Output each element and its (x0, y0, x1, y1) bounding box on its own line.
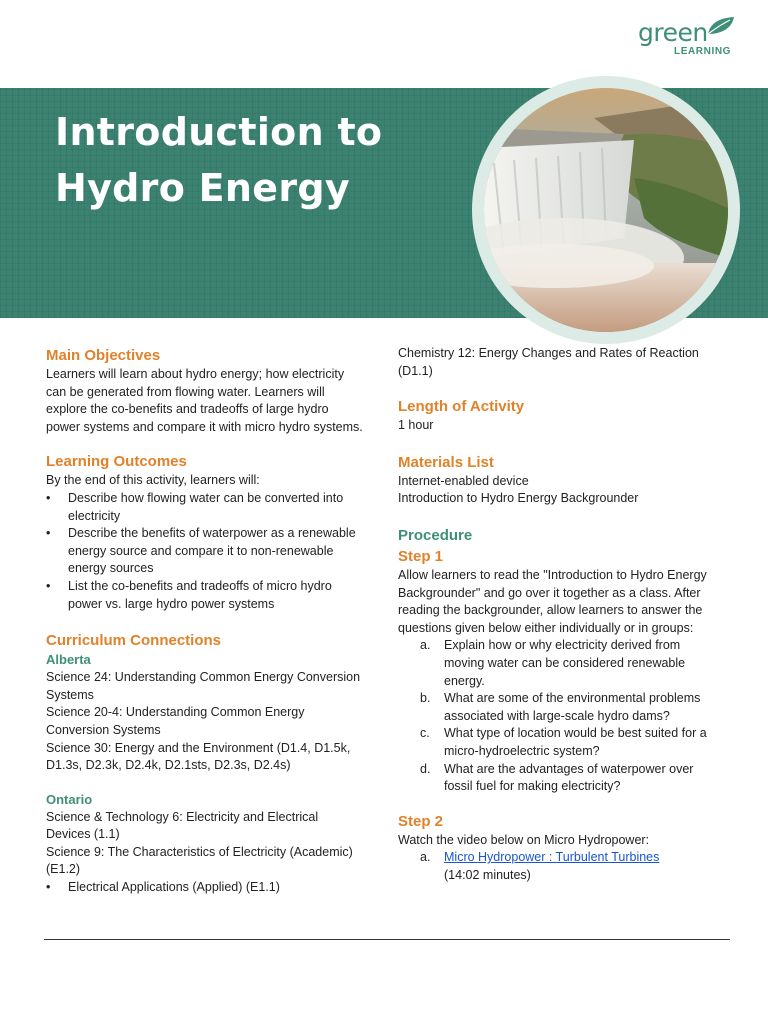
list-item: d. What are the advantages of waterpower over fossil fuel for making electricity? (420, 761, 694, 794)
step1-text: Allow learners to read the "Introduction to Hydro Energy Backgrounder" and go over it together as a class. After reading the backgrounder, allow learners to answer the questions given below either individually or in groups: (398, 567, 707, 635)
list-item: c. What type of location would be best suited for a micro-hydroelectric system? (420, 726, 707, 758)
curriculum-line: Science 30: Energy and the Environment (D1.4, D1.5k, D1.3s, D2.3k, D2.4k, D2.1sts, D2.3s, D2.4s) (46, 740, 351, 773)
right-column (398, 340, 718, 884)
list-item: • Electrical Applications (Applied) (E1.1) (46, 879, 366, 897)
list-item: a. Explain how or why electricity derived from moving water can be considered renewable energy. (420, 638, 686, 688)
length-heading: Length of Activity (398, 398, 525, 416)
materials-heading: Materials List (398, 453, 494, 471)
step2-heading: Step 2 (398, 812, 444, 830)
step2-list (398, 849, 718, 884)
ontario-list (46, 879, 366, 897)
main-objectives-heading: Main Objectives (46, 347, 161, 364)
learning-outcomes-list (46, 490, 366, 613)
list-item: • Describe the benefits of waterpower as a renewable energy source and compare it to non-renewable energy sources (46, 525, 366, 578)
list-item: a. Micro Hydropower : Turbulent Turbines (14:02 minutes) (420, 850, 660, 882)
procedure-heading: Procedure (398, 526, 473, 544)
curriculum-line: Science 24: Understanding Common Energy Conversion Systems (46, 670, 361, 702)
logo-subtitle: LEARNING (674, 46, 732, 57)
learning-outcomes-heading: Learning Outcomes (46, 453, 187, 471)
list-item: b. What are some of the environmental problems associated with large-scale hydro dams? (420, 691, 701, 723)
page-title-line-2: Hydro Energy (55, 166, 350, 210)
list-item: • List the co-benefits and tradeoffs of micro hydro power vs. large hydro power systems (46, 578, 366, 613)
curriculum-heading: Curriculum Connections (46, 632, 222, 650)
video-link[interactable]: Micro Hydropower : Turbulent Turbines (444, 850, 660, 865)
length-value: 1 hour (398, 418, 434, 433)
learning-outcomes-section (46, 452, 366, 613)
length-section (398, 397, 718, 435)
list-item: • Describe how flowing water can be converted into electricity (46, 490, 366, 525)
step2-text: Watch the video below on Micro Hydropower: (398, 832, 650, 847)
procedure-section (398, 526, 718, 885)
material-item: Introduction to Hydro Energy Backgrounder (398, 491, 639, 506)
page-title (55, 104, 455, 216)
logo-wordmark: green (638, 18, 708, 47)
green-learning-logo (636, 14, 740, 60)
step1-heading: Step 1 (398, 547, 444, 565)
curriculum-line-continued: Chemistry 12: Energy Changes and Rates of Reaction (D1.1) (398, 346, 699, 378)
step1-questions (398, 637, 718, 795)
curriculum-line: Science 9: The Characteristics of Electricity (Academic) (E1.2) (46, 844, 353, 877)
main-objectives-section (46, 346, 366, 436)
curriculum-line: Science 20-4: Understanding Common Energy Conversion Systems (46, 705, 305, 737)
leaf-icon (704, 14, 738, 36)
main-objectives-text: Learners will learn about hydro energy; how electricity can be generated from flowing water. Learners will explore the co-benefits and tradeoffs of large hydro power systems and compare it with micro hydro systems. (46, 367, 363, 434)
video-duration: (14:02 minutes) (444, 867, 531, 882)
alberta-heading: Alberta (46, 652, 91, 668)
ontario-heading: Ontario (46, 791, 93, 807)
footer-divider (44, 939, 730, 940)
learning-outcomes-intro: By the end of this activity, learners will: (46, 473, 260, 488)
dam-photo (484, 88, 728, 332)
curriculum-line: Science & Technology 6: Electricity and Electrical Devices (1.1) (46, 809, 319, 842)
material-item: Internet-enabled device (398, 473, 529, 488)
curriculum-section (46, 631, 366, 897)
page-title-line-1: Introduction to (55, 110, 383, 154)
materials-section (398, 453, 718, 508)
left-column (46, 340, 366, 897)
